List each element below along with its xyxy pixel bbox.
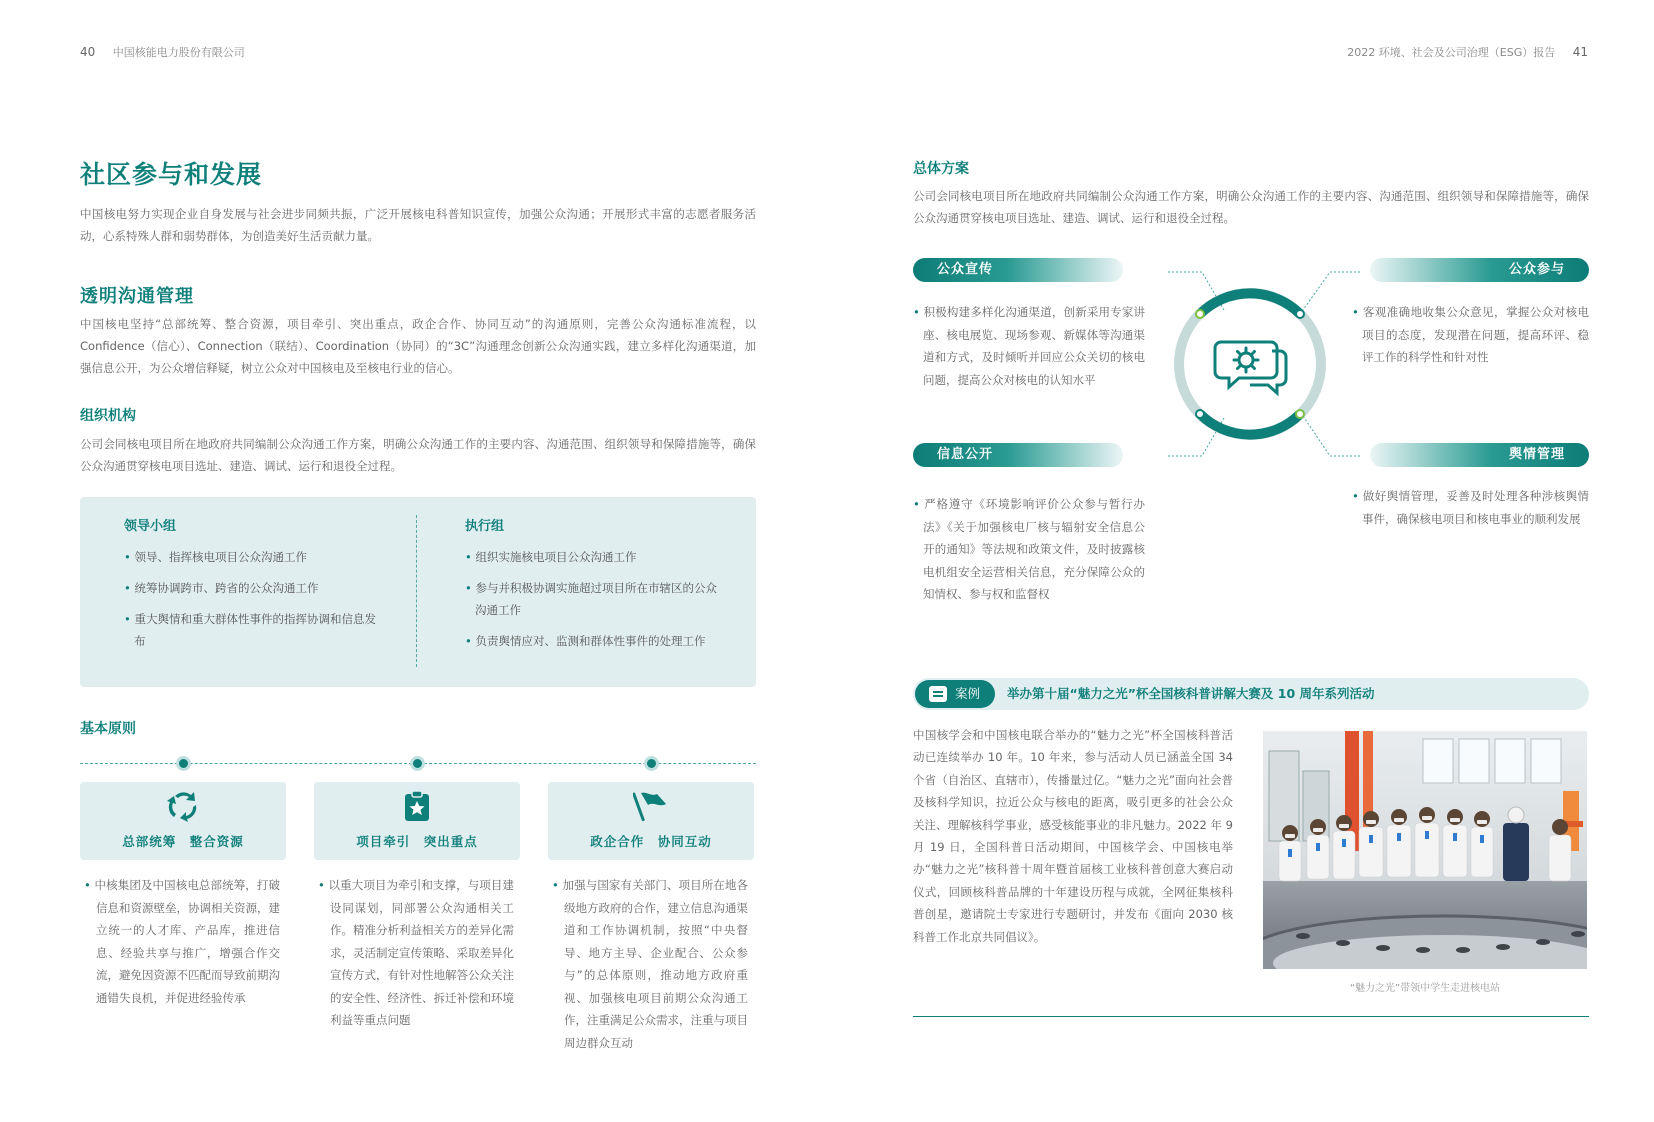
exec-item: • 负责舆情应对、监测和群体性事件的处理工作 [465,630,717,652]
org-structure-panel [80,497,756,687]
case-header-bar [913,678,1589,710]
principle-label: 项目牵引 突出重点 [356,834,478,849]
pill-opinion: 舆情管理 [1370,443,1589,467]
company-name: 中国核能电力股份有限公司 [112,46,245,59]
bottom-rule [913,1016,1589,1017]
timeline-dot [410,756,425,771]
exec-group-title: 执行组 [465,519,505,534]
transparent-paragraph: 中国核电坚持“总部统筹、整合资源，项目牵引、突出重点，政企合作、协同互动”的沟通原则，完善公众沟通标准流程，以 Confidence（信心）、Connection（联结）、Coordination（协同）的“3C”沟通理念创新公众沟通实践，建立多样化沟通渠道，加强信息公开，为公众增信释疑，树立公众对中国核电及至核电行业的信心。 [80,317,756,375]
principle-card-2 [314,782,520,860]
leader-group [124,515,384,661]
right-page-number: 41 [1572,45,1588,59]
leader-group-title: 领导小组 [124,519,177,534]
section-title-overall: 总体方案 [913,161,969,177]
principle-text-3: • 加强与国家有关部门、项目所在地各级地方政府的合作，建立信息沟通渠道和工作协调机制，按照“中央督导、地方主导、企业配合、公众参与”的总体原则，推动地方政府重视、加强核电项目前期公众沟通工作，注重满足公众需求，注重与项目周边群众互动 [552,874,748,1054]
photo-caption: “魅力之光”带领中学生走进核电站 [1349,983,1501,994]
exec-group [465,515,717,661]
intro-paragraph: 中国核电努力实现企业自身发展与社会进步同频共振，广泛开展核电科普知识宣传，加强公众沟通；开展形式丰富的志愿者服务活动，心系特殊人群和弱势群体，为创造美好生活贡献力量。 [80,207,756,243]
case-paragraph: 中国核学会和中国核电联合举办的“魅力之光”杯全国核科普活动已连续举办 10 年。10 年来，参与活动人员已涵盖全国 34 个省（自治区、直辖市），传播量过亿。“魅力之光”面向社会普及核科学知识，拉近公众与核电的距离，吸引更多的社会公众关注、理解核科学事业，感受核能事业的非凡魅力。2022 年 9 月 19 日，全国科普日活动期间，中国核学会、中国核电举办“魅力之光”核科普十周年暨首届核工业核科普创意大赛启动仪式，回顾核科普品牌的十年建设历程与成就，全网征集核科普创星，邀请院士专家进行专题研讨，并发布《面向 2030 核科普工作北京共同倡议》。 [913,728,1233,944]
left-page-header [80,44,245,60]
flag-icon [633,790,669,822]
leader-item: • 重大舆情和重大群体性事件的指挥协调和信息发布 [124,608,384,652]
leader-item: • 统筹协调跨市、跨省的公众沟通工作 [124,577,384,599]
participation-text: • 客观准确地收集公众意见，掌握公众对核电项目的态度，发现潜在问题，提高环评、稳评工作的科学性和针对性 [1352,301,1589,369]
overall-paragraph: 公司会同核电项目所在地政府共同编制公众沟通工作方案，明确公众沟通工作的主要内容、沟通范围、组织领导和保障措施等，确保公众沟通贯穿核电项目选址、建造、调试、运行和退役全过程。 [913,189,1589,225]
event-photo [1263,731,1587,969]
section-title-principles: 基本原则 [80,721,136,737]
case-tag [915,680,995,708]
org-divider [416,515,417,667]
publicity-text: • 积极构建多样化沟通渠道，创新采用专家讲座、核电展览、现场参观、新媒体等沟通渠道和方式，及时倾听并回应公众关切的核电问题，提高公众对核电的认知水平 [913,301,1145,391]
page-title: 社区参与和发展 [80,160,263,189]
section-title-org: 组织机构 [80,408,136,424]
pill-participation: 公众参与 [1370,258,1589,282]
pill-disclosure: 信息公开 [913,443,1123,467]
opinion-text: • 做好舆情管理，妥善及时处理各种涉核舆情事件，确保核电项目和核电事业的顺利发展 [1352,485,1589,530]
leader-item: • 领导、指挥核电项目公众沟通工作 [124,546,384,568]
timeline-dot [176,756,191,771]
principle-label: 政企合作 协同互动 [590,834,712,849]
case-title: 举办第十届“魅力之光”杯全国核科普讲解大赛及 10 周年系列活动 [1007,686,1375,701]
pill-publicity: 公众宣传 [913,258,1123,282]
principle-text-2: • 以重大项目为牵引和支撑，与项目建设同谋划，同部署公众沟通相关工作。精准分析利益相关方的差异化需求，灵活制定宣传策略、采取差异化宣传方式，有针对性地解答公众关注的安全性、经济性、拆迁补偿和环境利益等重点问题 [318,874,514,1032]
exec-item: • 组织实施核电项目公众沟通工作 [465,546,717,568]
principle-text-1: • 中核集团及中国核电总部统筹，打破信息和资源壁垒，协调相关资源，建立统一的人才库、产品库，推进信息、经验共享与推广，增强合作交流，避免因资源不匹配而导致前期沟通错失良机，并促进经验传承 [84,874,280,1009]
exec-item: • 参与并积极协调实施超过项目所在市辖区的公众沟通工作 [465,577,717,621]
case-tag-label: 案例 [955,686,981,701]
org-paragraph: 公司会同核电项目所在地政府共同编制公众沟通工作方案，明确公众沟通工作的主要内容、沟通范围、组织领导和保障措施等，确保公众沟通贯穿核电项目选址、建造、调试、运行和退役全过程。 [80,437,756,473]
section-title-transparent: 透明沟通管理 [80,286,194,307]
recycle-arrows-icon [165,790,201,822]
communication-diagram [1120,250,1380,480]
right-page-header [1347,44,1588,60]
case-document-icon [929,686,947,702]
left-page-number: 40 [80,45,96,59]
report-name: 2022 环境、社会及公司治理（ESG）报告 [1347,46,1556,59]
principle-card-1 [80,782,286,860]
clipboard-star-icon [399,790,435,822]
principle-label: 总部统筹 整合资源 [122,834,244,849]
principle-card-3 [548,782,754,860]
disclosure-text: • 严格遵守《环境影响评价公众参与暂行办法》《关于加强核电厂核与辐射安全信息公开的通知》等法规和政策文件，及时披露核电机组安全运营相关信息，充分保障公众的知情权、参与权和监督权 [913,493,1145,606]
timeline-dot [644,756,659,771]
